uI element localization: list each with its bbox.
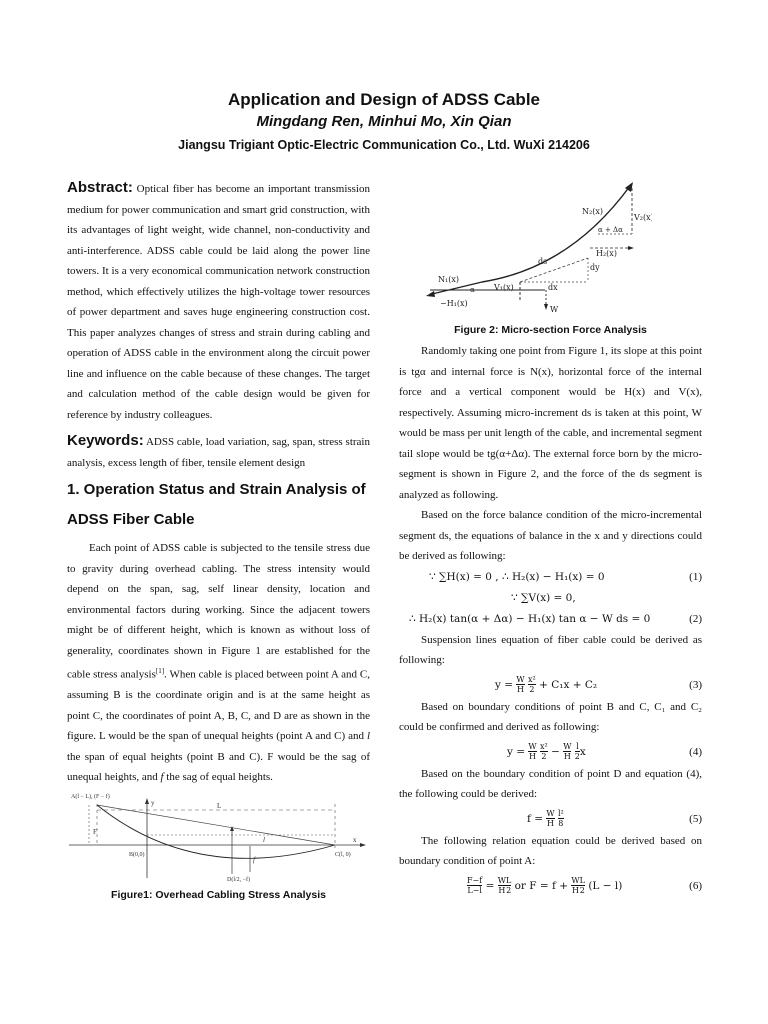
equation-2: ∴ H₂(x) tan(α + Δα) − H₁(x) tan α − W ds = 0 (2) [409, 612, 702, 625]
right-paragraph-6: The following relation equation could be derived based on boundary condition of point A: [399, 834, 702, 867]
v1-label: V₁(x) [494, 283, 514, 292]
equation-6: $\frac{F-f}{L-l}$ = $\frac{W}{H}$ $\frac{L}{2}$ or F = f + $\frac{W}{H}$ $\frac{L}{2}$ (L − l) (6) [467, 876, 702, 895]
figure-2-caption: Figure 2: Micro-section Force Analysis [454, 324, 647, 336]
point-c-label: C(l, 0) [335, 852, 351, 858]
equation-1: ∵ ∑H(x) = 0 , ∴ H₂(x) − H₁(x) = 0 (1) [429, 570, 702, 583]
right-paragraph-5: Based on the boundary condition of point D and equation (4), the following could be derived: [399, 767, 702, 800]
abstract-text: Optical fiber has become an important transmission medium for power communication and smart grid construction, with its advantages of light weight, wide channel, non-conductivity and anti-interference. ADSS cable could be laid along the power line towers. It is a very economical communication network construction method, which effectively utilizes the high-voltage tower resources of power department and saves huge engineering construction cost. This paper analyzes changes of stress and strain during cabling and operation of ADSS cable in the environment along the circuit power line and influence on the cable because of these changes. The target and calculation method of the cable design would be given for reference by industry colleagues. [67, 183, 370, 421]
equation-3: y = $\frac{W}{H}$ $\frac{\text{x²}}{2}$ + C₁x + C₂ (3) [495, 675, 702, 694]
figure-1-caption: Figure1: Overhead Cabling Stress Analysis [111, 889, 326, 901]
figure-1 [67, 790, 370, 882]
v2-label: V₂(x) [634, 213, 652, 222]
ds-label: ds [538, 257, 548, 266]
right-paragraph-4: Based on boundary conditions of point B and C, C₁ and C₂ could be confirmed and derived as following: [399, 700, 702, 733]
span-small-l-label: l [263, 836, 265, 844]
equation-1b: ∵ ∑V(x) = 0, [511, 591, 576, 604]
paper-authors: Mingdang Ren, Minhui Mo, Xin Qian [256, 113, 512, 130]
alpha-label: α [470, 286, 475, 294]
section-1-paragraph: Each point of ADSS cable is subjected to the tensile stress due to gravity during overhead cabling. The stress intensity would depend on the span, sag, self linear density, location and environmental factors during working. Since the adjacent towers might be of different height, which is known as without loss of generality, coordinates shown in Figure 1 are established for the cable stress analysis[1]. When cable is placed between point A and C, assuming B is the coordinate origin and is at the same height as point C, the coordinates of point A, B, C, and D are as shown in the figure. L would be the span of unequal heights (point A and C) and l the span of equal heights (point B and C). F would be the sag of unequal heights, and f the sag of equal heights. [67, 542, 370, 784]
x-axis-label: x [353, 836, 357, 844]
abstract-paragraph [67, 178, 370, 425]
sag-small-f-label: f [253, 856, 255, 864]
right-paragraph-2: Based on the force balance condition of the micro-incremental segment ds, the equations of balance in the x and y directions could be derived as following: [399, 509, 702, 562]
point-b-label: B(0,0) [129, 852, 145, 858]
left-column [67, 178, 370, 788]
paper-affiliation: Jiangsu Trigiant Optic-Electric Communication Co., Ltd. WuXi 214206 [178, 138, 590, 152]
w-label: W [550, 305, 559, 314]
n2-label: N₂(x) [582, 207, 603, 216]
section-1-heading: 1. Operation Status and Strain Analysis of ADSS Fiber Cable [67, 481, 366, 528]
alpha-delta-label: α + Δα [598, 226, 623, 234]
dy-label: dy [590, 263, 600, 272]
paper-title: Application and Design of ADSS Cable [227, 90, 540, 109]
equation-5: f = $\frac{W}{H}$ $\frac{\text{l²}}{8}$ (5) [527, 809, 702, 828]
equation-4: y = $\frac{W}{H}$ $\frac{\text{x²}}{2}$ − $\frac{W}{H}$ $\frac{l}{2}$ x (4) [507, 742, 702, 761]
y-axis-label: y [151, 799, 155, 807]
keywords-paragraph [67, 431, 370, 473]
h1-label: −H₁(x) [440, 299, 468, 308]
figure-2-diagram [420, 178, 652, 318]
n1-label: N₁(x) [438, 275, 459, 284]
point-d-label: D(l/2, −f) [227, 877, 251, 882]
keywords-text: ADSS cable, load variation, sag, span, stress strain analysis, excess length of fiber, tensile element design [67, 436, 370, 469]
h2-label: H₂(x) [596, 249, 617, 258]
abstract-label: Abstract: [67, 179, 133, 196]
right-paragraph-3: Suspension lines equation of fiber cable could be derived as following: [399, 633, 702, 666]
point-a-label: A(l − L), (F − f) [71, 794, 110, 800]
dx-label: dx [548, 283, 558, 292]
right-paragraph-1: Randomly taking one point from Figure 1, its slope at this point is tgα and internal force is N(x), horizontal force of the internal force and a vertical component would be H(x) and V(x), respectively. Assuming micro-increment ds is taken at this point, W would be mass per unit length of the cable, and incremental segment tail slope would be tg(α+Δα). The external force born by the micro-segment is shown in Figure 2, and the force of the ds segment is analyzed as following. [399, 345, 702, 501]
keywords-label: Keywords: [67, 432, 144, 449]
right-column [399, 341, 702, 898]
figure-1-diagram [67, 790, 370, 882]
span-l-label: L [217, 802, 222, 810]
citation-ref[interactable]: [1] [155, 667, 165, 675]
figure-2 [420, 178, 652, 318]
sag-f-label: F [93, 828, 97, 836]
